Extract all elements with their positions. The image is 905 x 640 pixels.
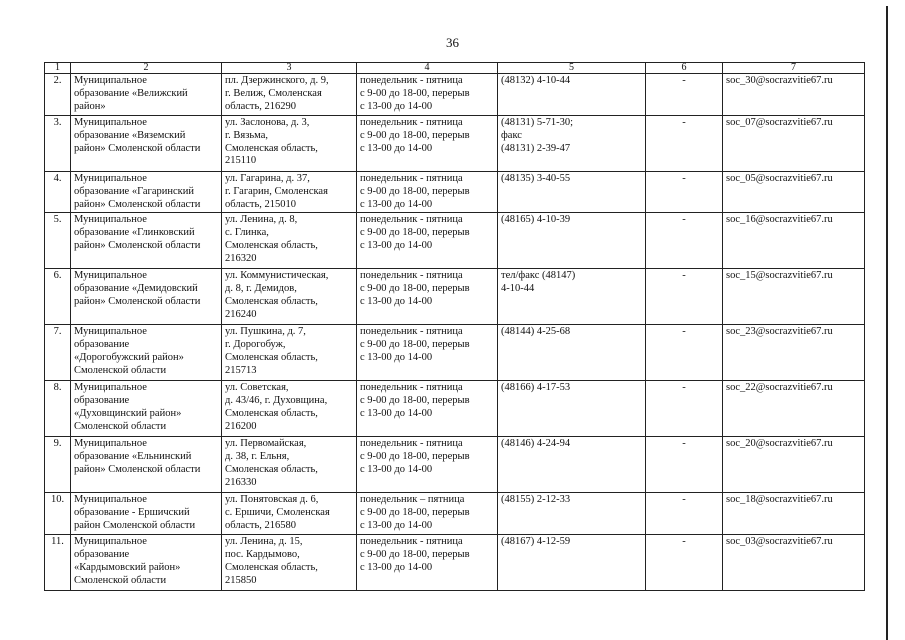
working-hours-cell: понедельник - пятница с 9-00 до 18-00, перерыв с 13-00 до 14-00 [357, 381, 498, 437]
column-6-cell: - [646, 493, 723, 535]
row-number: 8. [45, 381, 71, 437]
row-number: 5. [45, 213, 71, 269]
row-number: 9. [45, 437, 71, 493]
municipality-name: Муниципальное образование «Велижский район» [71, 74, 222, 116]
column-6-cell: - [646, 269, 723, 325]
column-header: 5 [498, 63, 646, 74]
address-cell: ул. Ленина, д. 8, с. Глинка, Смоленская область, 216320 [222, 213, 357, 269]
address-cell: ул. Ленина, д. 15, пос. Кардымово, Смоленская область, 215850 [222, 535, 357, 591]
phone-cell: тел/факс (48147) 4-10-44 [498, 269, 646, 325]
table-row [45, 325, 865, 381]
column-6-cell: - [646, 437, 723, 493]
table-row [45, 381, 865, 437]
address-cell: ул. Первомайская, д. 38, г. Ельня, Смоленская область, 216330 [222, 437, 357, 493]
table-row [45, 213, 865, 269]
column-header: 7 [723, 63, 865, 74]
phone-cell: (48167) 4-12-59 [498, 535, 646, 591]
municipality-name: Муниципальное образование «Демидовский район» Смоленской области [71, 269, 222, 325]
table-row [45, 171, 865, 213]
working-hours-cell: понедельник - пятница с 9-00 до 18-00, перерыв с 13-00 до 14-00 [357, 213, 498, 269]
table-row [45, 269, 865, 325]
municipality-name: Муниципальное образование «Дорогобужский район» Смоленской области [71, 325, 222, 381]
municipality-name: Муниципальное образование «Ельнинский район» Смоленской области [71, 437, 222, 493]
table-row [45, 535, 865, 591]
column-6-cell: - [646, 171, 723, 213]
working-hours-cell: понедельник - пятница с 9-00 до 18-00, перерыв с 13-00 до 14-00 [357, 535, 498, 591]
page-number: 36 [446, 35, 459, 50]
working-hours-cell: понедельник - пятница с 9-00 до 18-00, перерыв с 13-00 до 14-00 [357, 269, 498, 325]
email-cell: soc_22@socrazvitie67.ru [723, 381, 865, 437]
row-number: 2. [45, 74, 71, 116]
column-6-cell: - [646, 325, 723, 381]
column-header: 6 [646, 63, 723, 74]
table-row [45, 493, 865, 535]
email-cell: soc_15@socrazvitie67.ru [723, 269, 865, 325]
row-number: 7. [45, 325, 71, 381]
row-number: 10. [45, 493, 71, 535]
address-cell: пл. Дзержинского, д. 9, г. Велиж, Смоленская область, 216290 [222, 74, 357, 116]
working-hours-cell: понедельник - пятница с 9-00 до 18-00, перерыв с 13-00 до 14-00 [357, 325, 498, 381]
email-cell: soc_18@socrazvitie67.ru [723, 493, 865, 535]
column-header: 2 [71, 63, 222, 74]
row-number: 6. [45, 269, 71, 325]
column-6-cell: - [646, 381, 723, 437]
municipality-name: Муниципальное образование «Духовщинский район» Смоленской области [71, 381, 222, 437]
municipality-name: Муниципальное образование «Гагаринский район» Смоленской области [71, 171, 222, 213]
working-hours-cell: понедельник - пятница с 9-00 до 18-00, перерыв с 13-00 до 14-00 [357, 437, 498, 493]
phone-cell: (48132) 4-10-44 [498, 74, 646, 116]
email-cell: soc_07@socrazvitie67.ru [723, 115, 865, 171]
address-cell: ул. Понятовская д. 6, с. Ершичи, Смоленская область, 216580 [222, 493, 357, 535]
phone-cell: (48166) 4-17-53 [498, 381, 646, 437]
phone-cell: (48165) 4-10-39 [498, 213, 646, 269]
table-row [45, 115, 865, 171]
email-cell: soc_20@socrazvitie67.ru [723, 437, 865, 493]
address-cell: ул. Коммунистическая, д. 8, г. Демидов, Смоленская область, 216240 [222, 269, 357, 325]
municipality-name: Муниципальное образование - Ершичский район Смоленской области [71, 493, 222, 535]
row-number: 11. [45, 535, 71, 591]
email-cell: soc_16@socrazvitie67.ru [723, 213, 865, 269]
row-number: 3. [45, 115, 71, 171]
email-cell: soc_30@socrazvitie67.ru [723, 74, 865, 116]
phone-cell: (48144) 4-25-68 [498, 325, 646, 381]
phone-cell: (48146) 4-24-94 [498, 437, 646, 493]
email-cell: soc_03@socrazvitie67.ru [723, 535, 865, 591]
email-cell: soc_23@socrazvitie67.ru [723, 325, 865, 381]
table-row [45, 74, 865, 116]
phone-cell: (48131) 5-71-30; факс (48131) 2-39-47 [498, 115, 646, 171]
column-6-cell: - [646, 74, 723, 116]
column-6-cell: - [646, 115, 723, 171]
right-edge-rule [886, 6, 888, 640]
address-cell: ул. Советская, д. 43/46, г. Духовщина, Смоленская область, 216200 [222, 381, 357, 437]
address-cell: ул. Пушкина, д. 7, г. Дорогобуж, Смоленская область, 215713 [222, 325, 357, 381]
institutions-table [44, 62, 865, 591]
address-cell: ул. Гагарина, д. 37, г. Гагарин, Смоленская область, 215010 [222, 171, 357, 213]
working-hours-cell: понедельник - пятница с 9-00 до 18-00, перерыв с 13-00 до 14-00 [357, 115, 498, 171]
phone-cell: (48135) 3-40-55 [498, 171, 646, 213]
municipality-name: Муниципальное образование «Кардымовский район» Смоленской области [71, 535, 222, 591]
phone-cell: (48155) 2-12-33 [498, 493, 646, 535]
address-cell: ул. Заслонова, д. 3, г. Вязьма, Смоленская область, 215110 [222, 115, 357, 171]
email-cell: soc_05@socrazvitie67.ru [723, 171, 865, 213]
column-header: 4 [357, 63, 498, 74]
municipality-name: Муниципальное образование «Глинковский район» Смоленской области [71, 213, 222, 269]
working-hours-cell: понедельник - пятница с 9-00 до 18-00, перерыв с 13-00 до 14-00 [357, 74, 498, 116]
column-6-cell: - [646, 213, 723, 269]
column-header: 3 [222, 63, 357, 74]
working-hours-cell: понедельник – пятница с 9-00 до 18-00, перерыв с 13-00 до 14-00 [357, 493, 498, 535]
header-row [45, 63, 865, 74]
working-hours-cell: понедельник - пятница с 9-00 до 18-00, перерыв с 13-00 до 14-00 [357, 171, 498, 213]
column-header: 1 [45, 63, 71, 74]
table-row [45, 437, 865, 493]
column-6-cell: - [646, 535, 723, 591]
municipality-name: Муниципальное образование «Вяземский район» Смоленской области [71, 115, 222, 171]
row-number: 4. [45, 171, 71, 213]
